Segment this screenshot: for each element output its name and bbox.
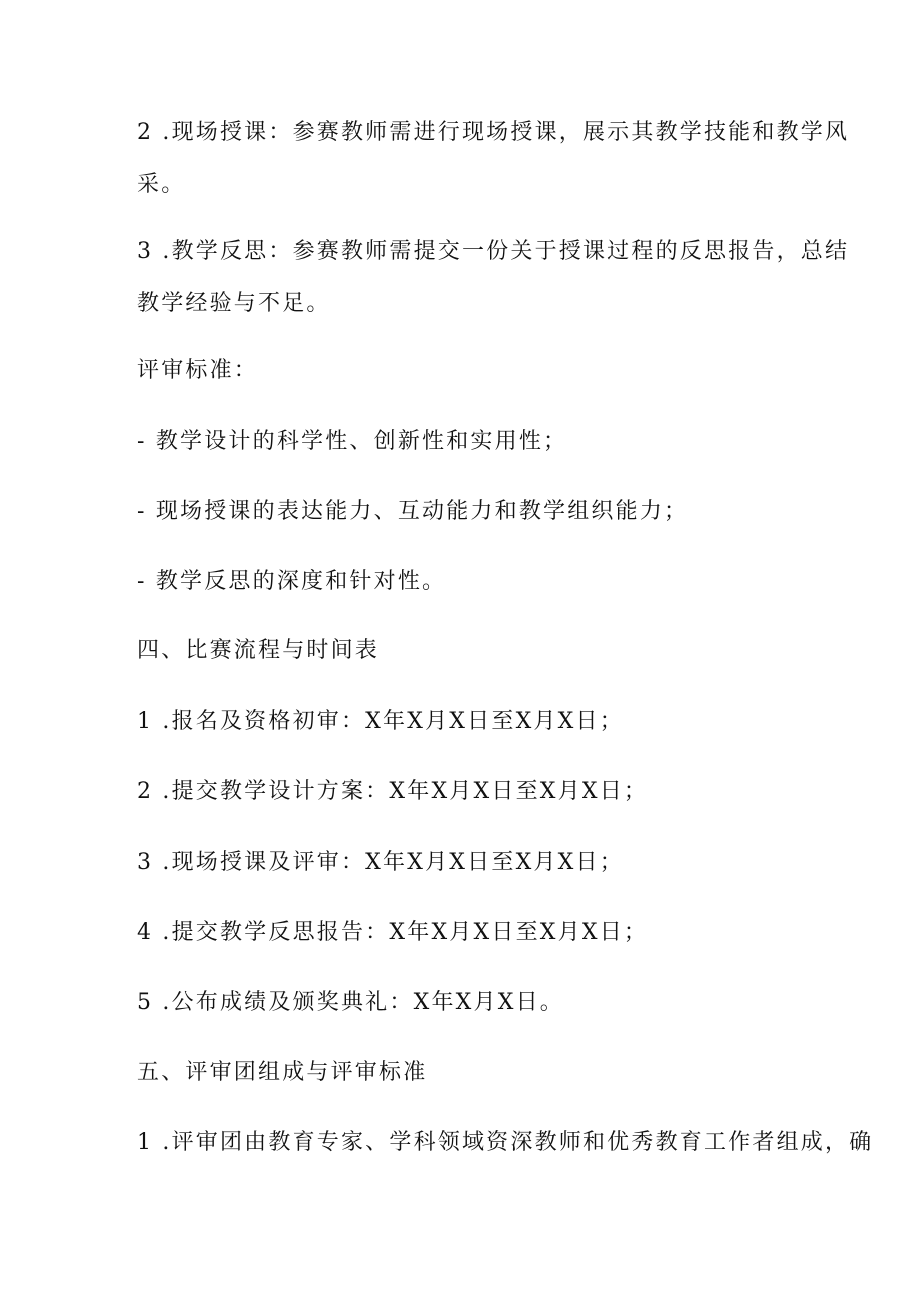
schedule-item-reflection-submission: 4 .提交教学反思报告：X年X月X日至X月X日； xyxy=(137,920,649,945)
paragraph-teaching-reflection-cont: 教学经验与不足。 xyxy=(137,291,331,316)
heading-review-criteria: 评审标准： xyxy=(137,358,259,383)
schedule-item-awards: 5 .公布成绩及颁奖典礼：X年X月X日。 xyxy=(137,990,564,1015)
paragraph-teaching-reflection: 3 .教学反思：参赛教师需提交一份关于授课过程的反思报告，总结 xyxy=(137,239,850,264)
schedule-item-live-teaching: 3 .现场授课及评审：X年X月X日至X月X日； xyxy=(137,850,624,875)
schedule-item-registration: 1 .报名及资格初审：X年X月X日至X月X日； xyxy=(137,709,624,734)
schedule-item-design-submission: 2 .提交教学设计方案：X年X月X日至X月X日； xyxy=(137,779,649,804)
paragraph-live-teaching: 2 .现场授课：参赛教师需进行现场授课，展示其教学技能和教学风 xyxy=(137,120,850,145)
section-heading-schedule: 四、比赛流程与时间表 xyxy=(137,638,380,663)
criteria-item-design: - 教学设计的科学性、创新性和实用性； xyxy=(137,429,568,454)
criteria-item-teaching: - 现场授课的表达能力、互动能力和教学组织能力； xyxy=(137,499,689,524)
paragraph-jury-composition: 1 .评审团由教育专家、学科领域资深教师和优秀教育工作者组成，确 xyxy=(137,1130,874,1155)
paragraph-live-teaching-cont: 采。 xyxy=(137,172,186,197)
criteria-item-reflection: - 教学反思的深度和针对性。 xyxy=(137,569,447,594)
section-heading-jury: 五、评审团组成与评审标准 xyxy=(137,1060,428,1085)
